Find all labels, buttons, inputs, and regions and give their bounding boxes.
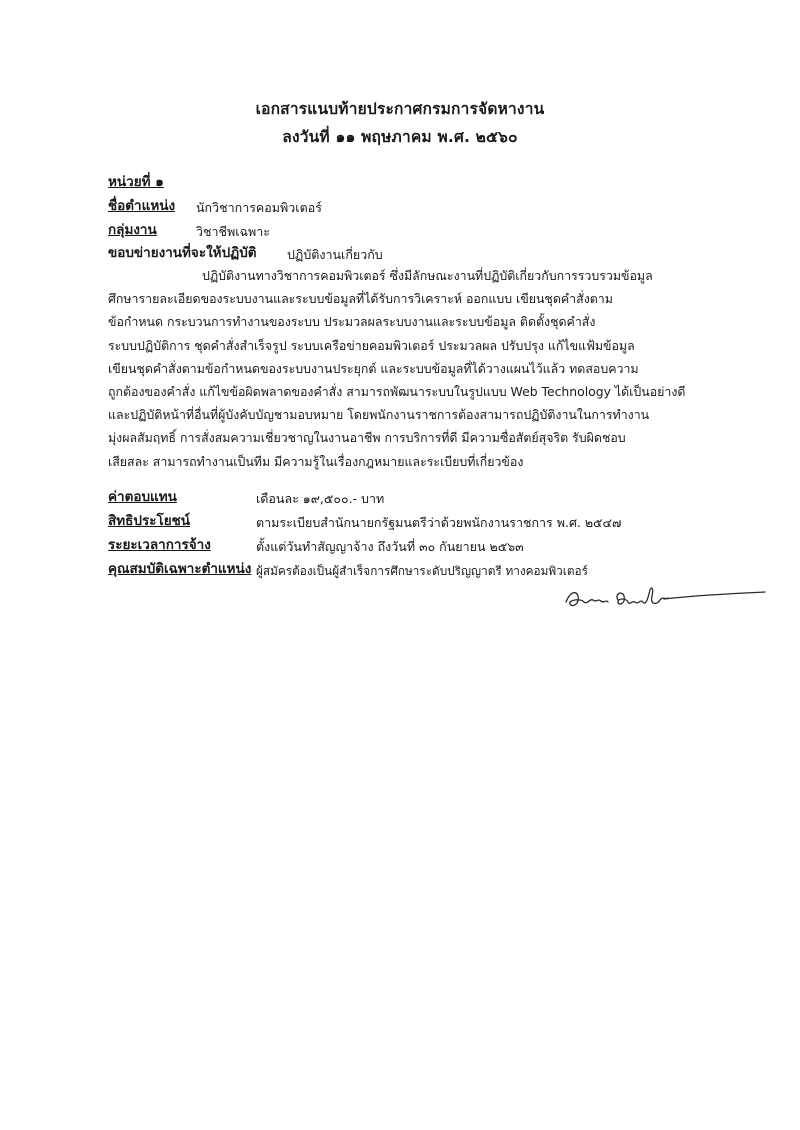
signature xyxy=(560,578,770,618)
description-line: เสียสละ สามารถทำงานเป็นทีม มีความรู้ในเรื่องกฎหมายและระเบียบที่เกี่ยวข้อง xyxy=(108,453,524,469)
scope-row xyxy=(108,243,257,263)
benefit-row xyxy=(108,511,190,531)
description-line: เขียนชุดคำสั่งตามข้อกำหนดของระบบงานประยุกต์ และระบบข้อมูลที่ได้วางแผนไว้แล้ว ทดสอบความ xyxy=(108,360,639,376)
description-line: มุ่งผลสัมฤทธิ์ การสั่งสมความเชี่ยวชาญในงานอาชีพ การบริการที่ดี มีความซื่อสัตย์สุจริต รับผิดชอบ xyxy=(108,430,626,446)
group-label: กลุ่มงาน xyxy=(108,222,157,238)
description-line: ระบบปฏิบัติการ ชุดคำสั่งสำเร็จรูป ระบบเครือข่ายคอมพิวเตอร์ ประมวลผล ปรับปรุง แก้ไขแฟ้มข้อมูล xyxy=(108,337,635,353)
qualification-label: คุณสมบัติเฉพาะตำแหน่ง xyxy=(108,561,252,577)
unit-label: หน่วยที่ ๑ xyxy=(108,174,164,190)
period-value: ตั้งแต่วันทำสัญญาจ้าง ถึงวันที่ ๓๐ กันยายน ๒๕๖๓ xyxy=(256,539,524,554)
group-value: วิชาชีพเฉพาะ xyxy=(196,224,271,239)
pay-label: ค่าตอบแทน xyxy=(108,489,177,505)
document-title: เอกสารแนบท้ายประกาศกรมการจัดหางาน xyxy=(255,100,545,118)
description-line: ข้อกำหนด กระบวนการทำงานของระบบ ประมวลผลระบบงานและระบบข้อมูล ติดตั้งชุดคำสั่ง xyxy=(108,314,596,330)
qualification-value: ผู้สมัครต้องเป็นผู้สำเร็จการศึกษาระดับปริญญาตรี ทางคอมพิวเตอร์ xyxy=(256,564,588,578)
period-row xyxy=(108,535,211,555)
description-line: และปฏิบัติหน้าที่อื่นที่ผู้บังคับบัญชามอบหมาย โดยพนักงานราชการต้องสามารถปฏิบัติงานในการทำงาน xyxy=(108,407,650,423)
pay-value: เดือนละ ๑๙,๕๐๐.- บาท xyxy=(256,491,385,506)
period-label: ระยะเวลาการจ้าง xyxy=(108,537,211,553)
description-line: ถูกต้องของคำสั่ง แก้ไขข้อผิดพลาดของคำสั่ง สามารถพัฒนาระบบในรูปแบบ Web Technology ได้เป็นอย่างดี xyxy=(108,383,686,399)
description-line: ปฏิบัติงานทางวิชาการคอมพิวเตอร์ ซึ่งมีลักษณะงานที่ปฏิบัติเกี่ยวกับการรวบรวมข้อมูล xyxy=(202,268,653,283)
group-row xyxy=(108,220,157,240)
job-description xyxy=(108,264,692,473)
scope-label: ขอบข่ายงานที่จะให้ปฏิบัติ xyxy=(108,245,257,261)
position-value: นักวิชาการคอมพิวเตอร์ xyxy=(196,200,322,215)
scope-value: ปฏิบัติงานเกี่ยวกับ xyxy=(287,247,383,262)
benefit-value: ตามระเบียบสำนักนายกรัฐมนตรีว่าด้วยพนักงานราชการ พ.ศ. ๒๕๔๗ xyxy=(256,515,622,530)
description-line: ศึกษารายละเอียดของระบบงานและระบบข้อมูลที่ได้รับการวิเคราะห์ ออกแบบ เขียนชุดคำสั่งตาม xyxy=(108,291,613,307)
position-label: ชื่อตำแหน่ง xyxy=(108,198,176,214)
position-row xyxy=(108,196,175,216)
qualification-row xyxy=(108,559,251,579)
document-date: ลงวันที่ ๑๑ พฤษภาคม พ.ศ. ๒๕๖๐ xyxy=(282,128,518,146)
unit-row xyxy=(108,172,164,192)
pay-row xyxy=(108,487,177,507)
benefit-label: สิทธิประโยชน์ xyxy=(108,513,191,529)
